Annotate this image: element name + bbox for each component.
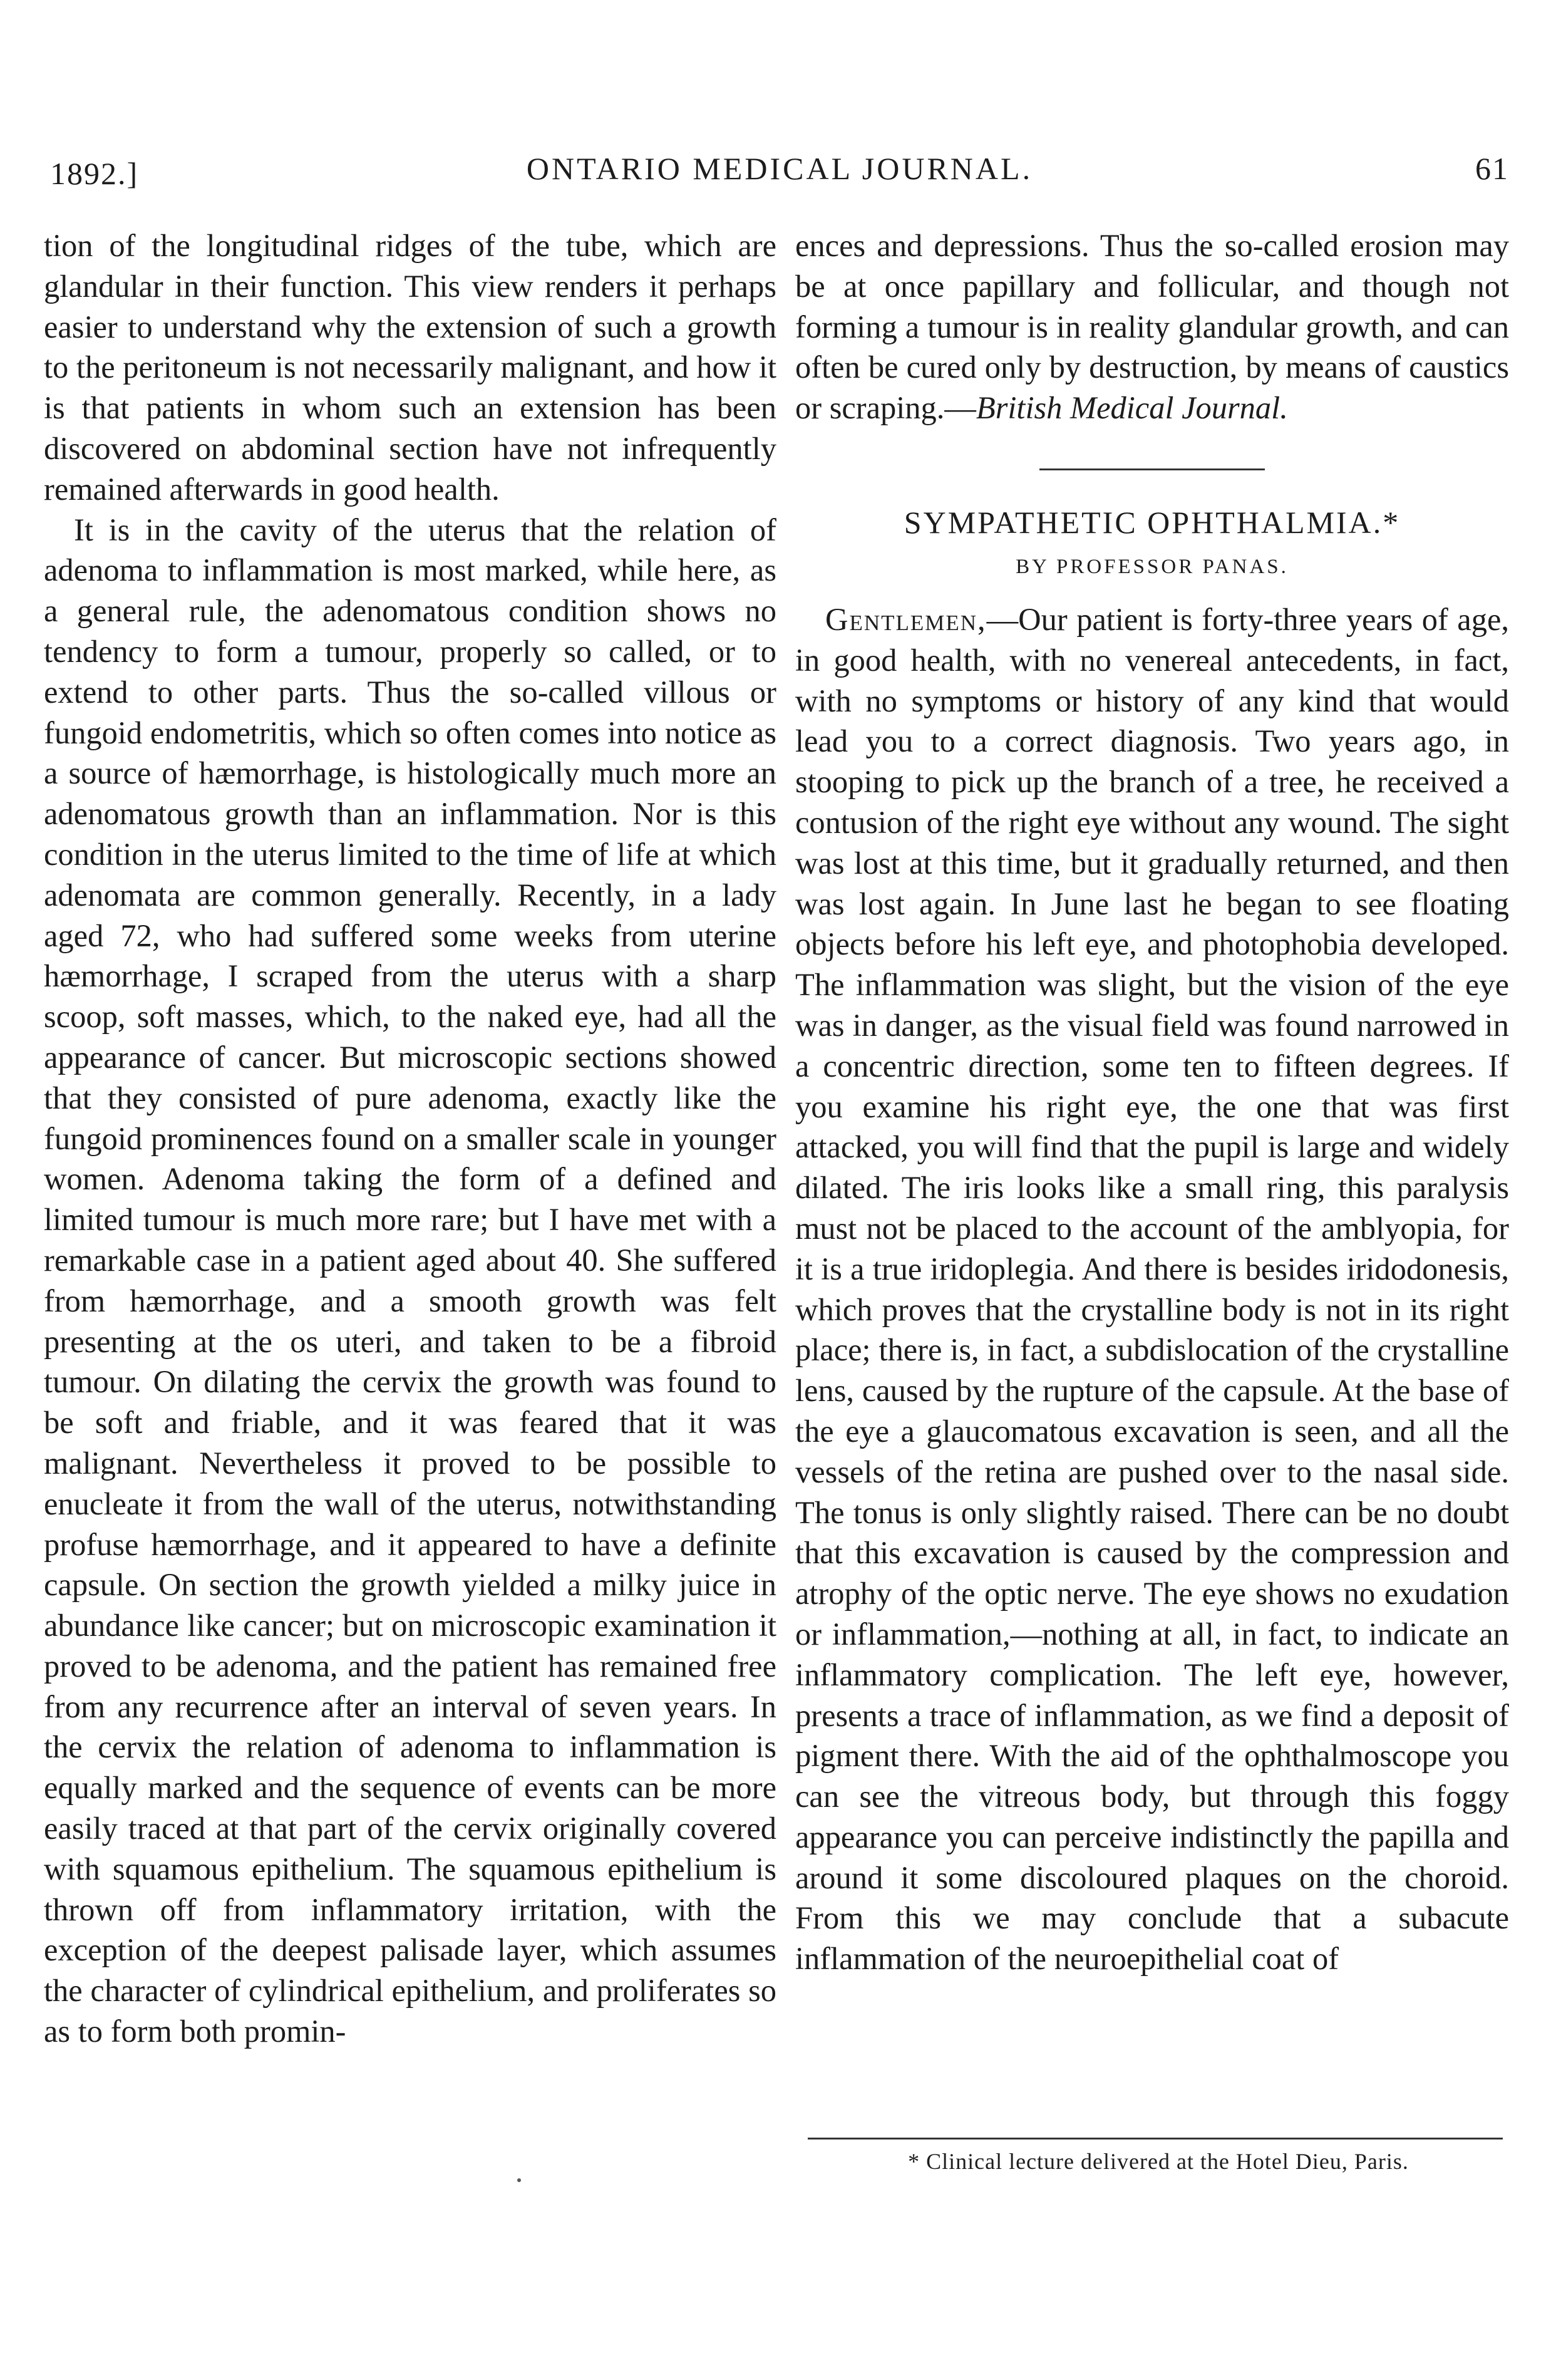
salutation: Gentlemen, xyxy=(825,601,987,637)
left-paragraph-1: tion of the longitudinal ridges of the tube, which are glandular in their function. This view renders it perhaps easier to understand why the extension of such a growth to the peritoneum is not necessarily malignant, and how it is that patients in whom such an extension has been discovered on abdominal section have not infrequently remained afterwards in good health. xyxy=(44,228,776,507)
article-byline: BY PROFESSOR PANAS. xyxy=(1016,555,1289,578)
left-column xyxy=(44,225,776,2052)
header-year: 1892.] xyxy=(50,156,139,191)
article-title: SYMPATHETIC OPHTHALMIA.* xyxy=(904,504,1401,540)
section-divider xyxy=(1039,468,1265,470)
article-body xyxy=(795,599,1509,1979)
print-speck xyxy=(517,2178,521,2182)
footnote-rule xyxy=(808,2138,1503,2139)
page-number: 61 xyxy=(1475,151,1509,186)
citation-source: British Medical Journal. xyxy=(976,390,1288,426)
right-column xyxy=(795,225,1509,1979)
journal-title: ONTARIO MEDICAL JOURNAL. xyxy=(526,151,1033,186)
article-body-text: —Our patient is forty-three years of age, in good health, with no venereal antecedents, in fact, with no symptoms or history of any kind that would lead you to a correct diagnosis. Two years ago, in stooping to pick up the branch of a tree, he received a contusion of the right eye without any wound. The sight was lost at this time, but it gradually returned, and then was lost again. In June last he began to see floating objects before his left eye, and photophobia developed. The inflammation was slight, but the vision of the eye was in danger, as the visual field was found narrowed in a concentric direction, some ten to fifteen degrees. If you examine his right eye, the one that was first attacked, you will find that the pupil is large and widely dilated. The iris looks like a small ring, this paralysis must not be placed to the account of the amblyopia, for it is a true iridoplegia. And there is besides iridodonesis, which proves that the crystalline body is not in its right place; there is, in fact, a subdislocation of the crystalline lens, caused by the rupture of the capsule. At the base of the eye a glaucomatous excavation is seen, and all the vessels of the retina are pushed over to the nasal side. The tonus is only slightly raised. There can be no doubt that this excavation is caused by the compression and atrophy of the optic nerve. The eye shows no exudation or inflammation,—nothing at all, in fact, to indicate an inflammatory complication. The left eye, however, presents a trace of inflammation, as we find a deposit of pigment there. With the aid of the ophthalmoscope you can see the vitreous body, but through this foggy appearance you can perceive indistinctly the papilla and around it some discoloured plaques on the choroid. From this we may conclude that a subacute inflammation of the neuroepithelial coat of xyxy=(795,601,1509,1977)
running-head xyxy=(50,150,1509,194)
left-paragraph-2: It is in the cavity of the uterus that the relation of adenoma to inflammation is most marked, while here, as a general rule, the adenomatous condition shows no tendency to form a tumour, properly so called, or to extend to other parts. Thus the so-called villous or fungoid endometritis, which so often comes into notice as a source of hæmorrhage, is histologically much more an adenomatous growth than an inflammation. Nor is this condition in the uterus limited to the time of life at which adenomata are common generally. Recently, in a lady aged 72, who had suffered some weeks from uterine hæmorrhage, I scraped from the uterus with a sharp scoop, soft masses, which, to the naked eye, had all the appearance of cancer. But microscopic sections showed that they consisted of pure adenoma, exactly like the fungoid prominences found on a smaller scale in younger women. Adenoma taking the form of a defined and limited tumour is much more rare; but I have met with a remarkable case in a patient aged about 40. She suffered from hæmorrhage, and a smooth growth was felt presenting at the os uteri, and taken to be a fibroid tumour. On dilating the cervix the growth was found to be soft and friable, and it was feared that it was malignant. Nevertheless it proved to be possible to enucleate it from the wall of the uterus, notwithstanding profuse hæmorrhage, and it appeared to have a definite capsule. On section the growth yielded a milky juice in abundance like cancer; but on microscopic examination it proved to be adenoma, and the patient has remained free from any recurrence after an interval of seven years. In the cervix the relation of adenoma to inflammation is equally marked and the sequence of events can be more easily traced at that part of the cervix originally covered with squamous epithelium. The squamous epithelium is thrown off from inflammatory irritation, with the exception of the deepest palisade layer, which assumes the character of cylindrical epithelium, and proliferates so as to form both promin- xyxy=(44,512,776,2049)
continued-paragraph xyxy=(795,225,1509,428)
continued-text: ences and depressions. Thus the so-called erosion may be at once papillary and follicular, and though not forming a tumour is in reality glandular growth, and can often be cured only by destruction, by means of caustics or scraping.— xyxy=(795,228,1509,426)
footnote: * Clinical lecture delivered at the Hotel Dieu, Paris. xyxy=(908,2149,1409,2174)
